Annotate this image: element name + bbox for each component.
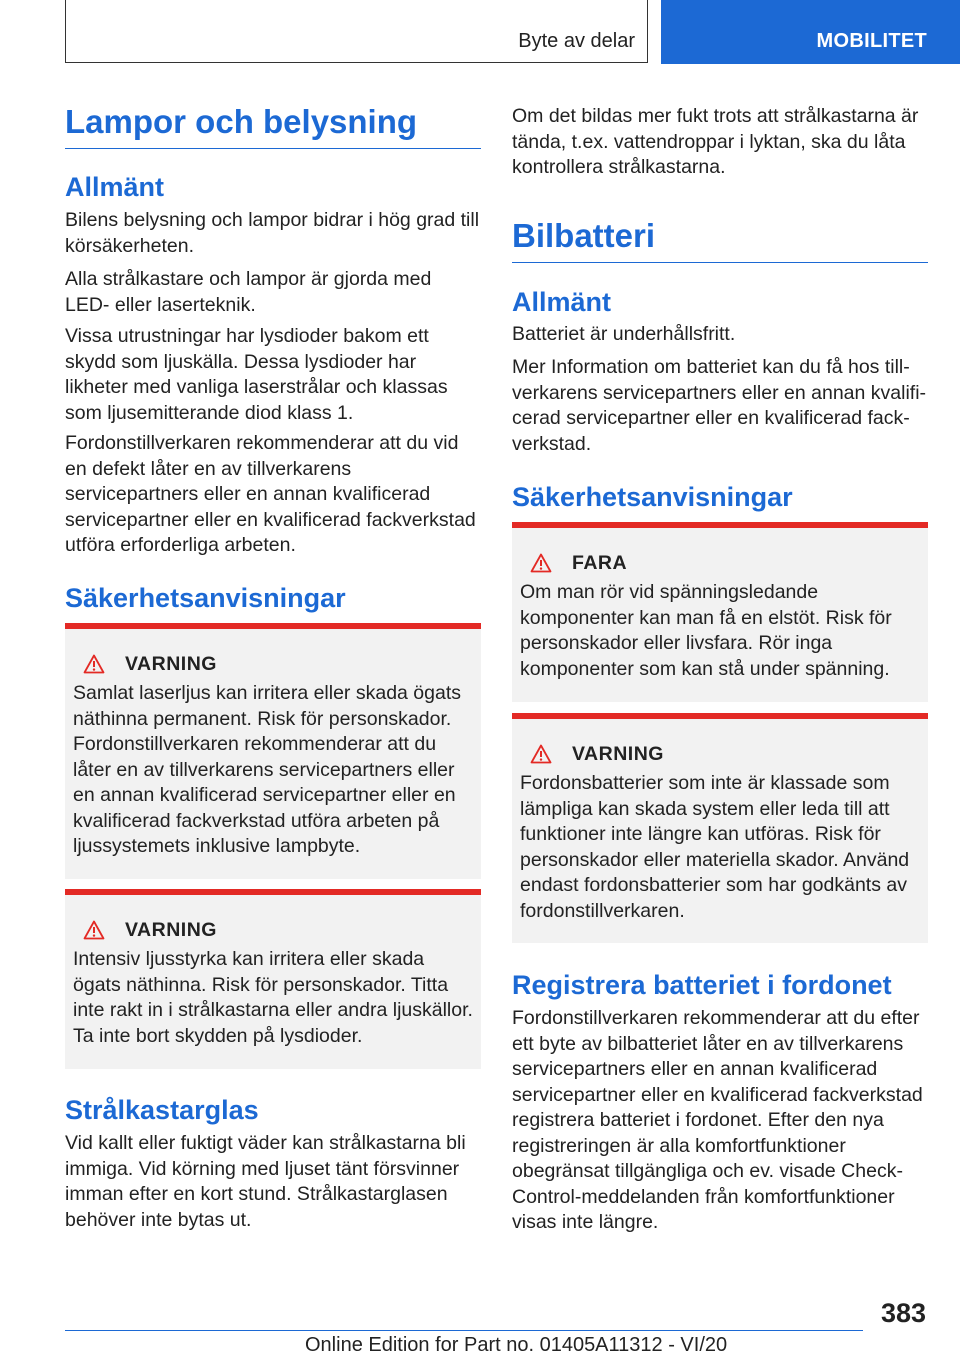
paragraph: Batteriet är underhållsfritt. bbox=[512, 323, 736, 345]
heading-glass: Strålkastarglas bbox=[65, 1095, 259, 1125]
heading-allmant-battery: Allmänt bbox=[512, 287, 612, 317]
warning-triangle-icon bbox=[83, 920, 105, 940]
paragraph: Bilens belysning och lampor bidrar i hög grad till körsäkerheten. bbox=[65, 209, 480, 257]
heading-allmant-lamps: Allmänt bbox=[65, 172, 165, 202]
chapter-title: MOBILITET bbox=[816, 30, 927, 52]
paragraph: Fordonstillverkaren rekommenderar att du vid en defekt låter en av tillverkarens servicepartners eller en annan kvalificerad servicepartner eller en kvalificerad fackverkstad utföra erforderliga arbeten. bbox=[65, 432, 476, 556]
warning-triangle-icon bbox=[530, 553, 552, 573]
warning-title: VARNING bbox=[125, 652, 217, 675]
section-title: Byte av delar bbox=[518, 30, 635, 52]
heading-safety-battery: Säkerhetsanvisningar bbox=[512, 482, 793, 512]
paragraph: Vid kallt eller fuktigt väder kan strålkastarna bli immiga. Vid körning med ljuset tänt försvinner imman efter en kort stund. Strålkastarglasen behöver inte bytas ut. bbox=[65, 1132, 466, 1231]
warning-box-laser bbox=[65, 623, 481, 879]
footer-divider bbox=[65, 1330, 863, 1331]
footer-edition: Online Edition for Part no. 01405A11312 - VI/20 bbox=[305, 1334, 728, 1356]
warning-triangle-icon bbox=[83, 654, 105, 674]
warning-text: Fordonsbatterier som inte är klassade som lämpliga kan skada system eller leda till att funktioner inte längre kan utföras. Risk för personskador eller materiella skador. Använd endast fordonsbatterier som har godkänts av fordonstillverkaren. bbox=[520, 772, 910, 922]
warning-box-intensity bbox=[65, 889, 481, 1069]
paragraph: Alla strålkastare och lampor är gjorda med LED- eller laserteknik. bbox=[65, 268, 432, 316]
paragraph: Fordonstillverkaren rekommenderar att du efter ett byte av bilbatteriet låter en av tillverkarens servicepartners eller en annan kvalificerad servicepartner eller en kvalificerad fackverkstad registrera batteriet i fordonet. Efter den nya registreringen är alla komfortfunktioner obegränsat tillgängliga och ev. visade Check-Control-meddelanden från komfortfunktioner visas inte längre. bbox=[512, 1007, 923, 1233]
heading-register: Registrera batteriet i fordonet bbox=[512, 970, 892, 1000]
danger-text: Om man rör vid spänningsledande komponenter kan man få en elstöt. Risk för personskador eller livsfara. Rör inga komponenter som kan stå under spänning. bbox=[520, 581, 892, 680]
danger-title: FARA bbox=[572, 551, 628, 574]
header-chapter-tab[interactable] bbox=[661, 0, 960, 64]
heading-bilbatteri: Bilbatteri bbox=[512, 216, 928, 263]
paragraph: Om det bildas mer fukt trots att strålkastarna är tända, t.ex. vattendroppar i lyktan, ska du låta kontrollera strålkastarna. bbox=[512, 105, 919, 178]
paragraph: Mer Information om batteriet kan du få hos tillverkarens servicepartners eller en annan kvalificerad servicepartner eller en kvalificerad fackverkstad. bbox=[512, 356, 927, 455]
danger-box bbox=[512, 522, 928, 702]
heading-safety-lamps: Säkerhetsanvisningar bbox=[65, 583, 346, 613]
warning-triangle-icon bbox=[530, 744, 552, 764]
warning-title: VARNING bbox=[125, 918, 217, 941]
warning-text: Intensiv ljusstyrka kan irritera eller skada ögats näthinna. Risk för personskador. Titta inte rakt in i strålkastarna eller andra ljuskällor. Ta inte bort skydden på lysdioder. bbox=[73, 948, 473, 1047]
warning-title: VARNING bbox=[572, 742, 664, 765]
heading-lampor: Lampor och belysning bbox=[65, 102, 481, 149]
warning-box-battery bbox=[512, 713, 928, 943]
page-number: 383 bbox=[880, 1298, 926, 1328]
paragraph: Vissa utrustningar har lysdioder bakom ett skydd som ljuskälla. Dessa lysdioder har likheter med vanliga laserstrålar och klassas som ljusemitterande diod klass 1. bbox=[65, 325, 448, 424]
header-section-tab bbox=[65, 0, 648, 63]
warning-text: Samlat laserljus kan irritera eller skada ögats näthinna permanent. Risk för personskador. Fordonstillverkaren rekommenderar att du låter en av tillverkarens servicepartners eller en annan kvalificerad servicepartner eller en kvalificerad fackverkstad utföra arbeten på ljussystemets inklusive lampbyte. bbox=[73, 682, 462, 857]
